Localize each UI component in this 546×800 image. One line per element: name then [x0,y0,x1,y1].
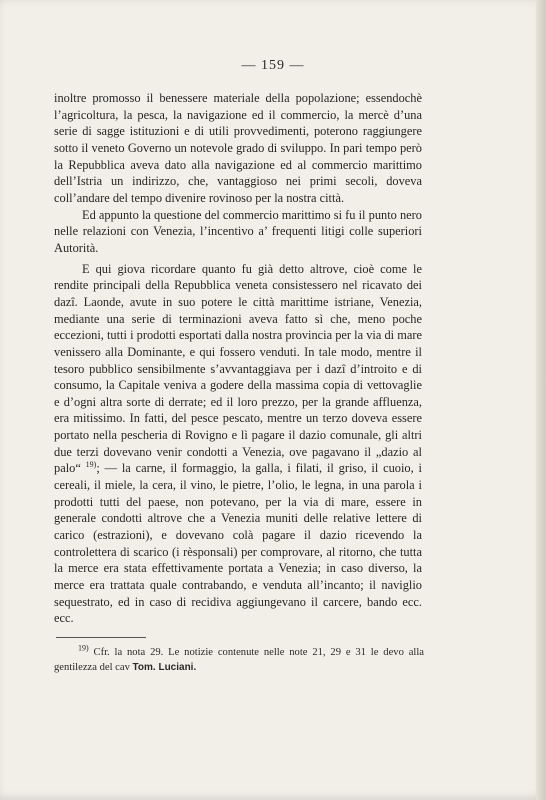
footnote-divider [56,637,146,638]
paragraph-3-part-1: E qui giova ricordare quanto fu già detto altrove, cioè come le rendite principali della Repubblica veneta consistessero nel ricavato dei dazî. Laonde, avute in suo potere le città marittime istriane, Venezia, mediante una serie di terminazioni aveva fatto sì che, meno poche eccezioni, tutti i prodotti esportati dalla nostra provincia per la via di mare venissero alla Dominante, e qui fossero venduti. In tale modo, mentre il tesoro pubblico sensibilmente s’avvantaggiava per i dazî d’introito e di consumo, la Capitale veniva a godere della massima copia di vettovaglie e d’ogni altra sorte di derrate; ed il loro prezzo, per la grande affluenza, era mitissimo. In fatti, del pesce pescato, mentre un terzo doveva essere portato nella pescheria di Rovigno e lì pagare il dazio comunale, gli altri due terzi dovevano venir condotti a Venezia, ove pagavano il „dazio al palo“ [54,261,422,476]
footnote-marker: 19) [78,643,89,653]
body-text [54,90,422,627]
page-number: — 159 — [241,58,305,73]
paragraph-1: inoltre promosso il benessere materiale della popolazione; essendochè l’agricoltura, la pesca, la navigazione ed il commercio, la mercè d’una serie di sagge istituzioni e di utili provvedimenti, poterono raggiungere sotto il veneto Governo un notevole grado di sviluppo. In pari tempo però la Repubblica aveva dato alla navigazione ed al commercio marittimo dell’Istria un indirizzo, che, vantaggioso nei primi secoli, doveva coll’andare del tempo divenire rovinoso per la nostra città. [54,91,422,205]
footnote [54,645,424,675]
footnote-name: Tom. Luciani. [132,662,197,673]
paragraph-2: Ed appunto la questione del commercio marittimo si fu il punto nero nelle relazioni con Venezia, l’incentivo a’ frequenti litigi colle superiori Autorità. [54,207,422,255]
footnote-text: Cfr. la nota 29. Le notizie contenute nelle note 21, 29 e 31 le devo alla gentilezza del cav [54,647,424,673]
page-edge-shadow [536,0,546,800]
paragraph-3 [54,261,422,627]
footnote-reference: 19) [85,460,97,470]
paragraph-3-part-2: ; — la carne, il formaggio, la galla, i filati, il griso, il cuoio, i cereali, il miele, la cera, il vino, le pietre, l’olio, le legna, in una parola i prodotti tutti del paese, non potevano, per la via di mare, essere in generale condotti altrove che a Venezia muniti delle relative lettere di carico (estrazioni), e dovevano colà pagare il dazio ricevendo la controlettera di scarico (i rèsponsali) per comprovare, al ritorno, che tutta la merce era stata effettivamente portata a Venezia; in caso diverso, la merce era trattata quale contrabando, e venduta all’incanto; il naviglio sequestrato, ed in caso di recidiva aggiungevano il carcere, bando ecc. ecc. [54,461,422,626]
